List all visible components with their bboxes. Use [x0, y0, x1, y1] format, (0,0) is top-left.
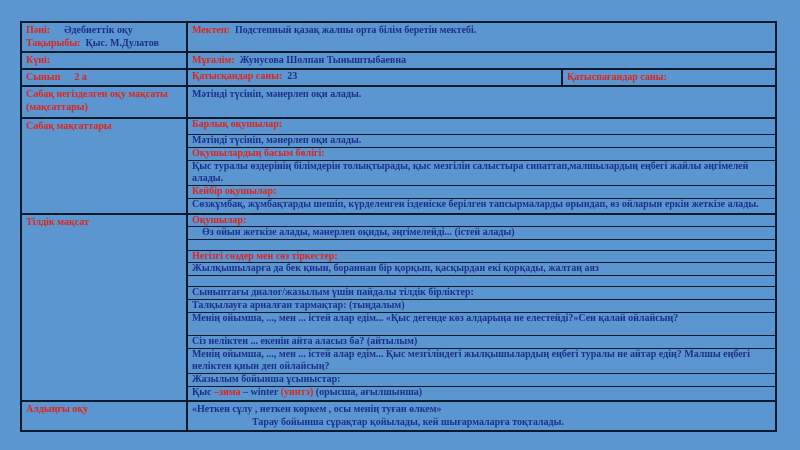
- cell-lesson-goals-label: [22, 119, 188, 213]
- cell-language-goal-rows: [188, 215, 775, 400]
- lang-row-why-question: Сіз неліктен ... екенін айта аласыз ба? (айтылым): [188, 336, 775, 349]
- zima-transcription: (уинтэ): [280, 387, 314, 398]
- cell-base-goal-label: [22, 87, 188, 117]
- row-subject-school: [22, 23, 775, 53]
- class-label: Сынып: [26, 72, 61, 83]
- lesson-goals-label: Сабақ мақсаттары: [26, 121, 112, 132]
- lang-row-keywords-label: Негізгі сөздер мен сөз тіркестер:: [188, 251, 775, 263]
- lang-row-keywords-text: Жылқышыларға да бек қиын, бораннан бір қорқып, қасқырдан екі қорқады, жалтаң аяз: [188, 263, 775, 276]
- row-lesson-goals: [22, 119, 775, 215]
- goal-row-most-students: Оқушылардың басым бөлігі:: [188, 148, 775, 161]
- language-goal-label: Тілдік мақсат: [26, 217, 89, 228]
- goal-row-all-text: Мәтінді түсініп, мәнерлеп оқи алады.: [188, 135, 775, 148]
- teacher-label: Мұғалім:: [192, 55, 235, 66]
- lang-row-writing-label: Жазылым бойынша ұсыныстар:: [188, 374, 775, 387]
- absent-label: Қатыспағандар саны:: [567, 72, 667, 83]
- zima-kazakh: Қыс: [192, 387, 214, 398]
- base-goal-label: Сабақ негізделген оқу мақсаты (мақсаттары): [26, 89, 168, 113]
- subject-line: [26, 24, 182, 37]
- lang-row-blank-1: [188, 240, 775, 251]
- goal-row-most-text: Қыс туралы өздерінің білімдерін толықтырады, қыс мезгілін салыстыра сипаттап,малшылардың еңбегі жайлы әңгімелей алады.: [188, 161, 775, 186]
- cell-lesson-goals-rows: [188, 119, 775, 213]
- previous-description: Тарау бойынша сұрақтар қойылады, кей шығармаларға тоқталады.: [252, 417, 564, 428]
- lang-row-students: Оқушылар:: [188, 215, 775, 227]
- row-date-teacher: [22, 53, 775, 70]
- cell-absent-count: [563, 70, 775, 85]
- lesson-plan-table: [20, 21, 777, 432]
- cell-class: [22, 70, 188, 85]
- teacher-value: Жунусова Шолпан Тыныштыбаевна: [239, 55, 407, 66]
- goal-row-all-students: Барлық оқушылар:: [188, 119, 775, 135]
- lang-row-dialog-units: Сыныптағы диалог/жазылым үшін пайдалы тілдік бірліктер:: [188, 287, 775, 300]
- previous-quote: «Неткен сұлу , неткен көркем , осы менің туған өлкем»: [192, 404, 442, 415]
- present-value: 23: [287, 71, 298, 82]
- goal-row-some-text: Сөзжұмбақ, жұмбақтарды шешіп, күрделенген ізденіске берілген тапсырмаларды орындап, өз ойларын еркін жеткізе алады.: [192, 199, 759, 210]
- row-class-attendance: [22, 70, 775, 87]
- cell-date: [22, 53, 188, 68]
- topic-value: Қыс. М.Дулатов: [85, 38, 159, 49]
- school-label: Мектеп:: [192, 25, 230, 36]
- school-value: Подстепный қазақ жалпы орта білім беретін мектебі.: [234, 25, 477, 36]
- cell-school: [188, 23, 775, 51]
- lang-row-translations: [188, 387, 775, 400]
- lang-row-students-text: Өз ойын жеткізе алады, мәнерлеп оқиды, әңгімелейді... (істей алады): [188, 227, 775, 240]
- cell-language-goal-label: [22, 215, 188, 400]
- goal-row-some-students: Кейбір оқушылар:: [188, 186, 775, 199]
- cell-previous-text: [188, 402, 775, 430]
- cell-teacher: [188, 53, 775, 68]
- row-base-goal: [22, 87, 775, 119]
- topic-label: Тақырыбы:: [26, 38, 81, 49]
- row-previous-learning: [22, 402, 775, 430]
- lang-row-opinion-2: Менің ойымша, ..., мен ... істей алар едім... Қыс мезгіліндегі жылқышылардың еңбегі туралы не айтар едің? Малшы еңбегі неліктен қиын деп ойлайсың?: [188, 349, 775, 374]
- date-label: Күні:: [26, 55, 51, 66]
- row-language-goal: [22, 215, 775, 402]
- present-label: Қатысқандар саны:: [192, 71, 283, 82]
- zima-note: (орысша, ағылшынша): [313, 387, 423, 398]
- previous-learning-label: Алдыңғы оқу: [26, 404, 89, 415]
- subject-label: Пәні:: [26, 25, 51, 36]
- zima-russian: –зима: [214, 387, 241, 398]
- cell-present-count: [188, 70, 563, 85]
- cell-subject-topic: [22, 23, 188, 51]
- lang-row-opinion-1: Менің ойымша, ..., мен ... істей алар едім... «Қыс дегенде көз алдарыңа не елестейді?»Сен қалай ойлайсың?: [188, 313, 775, 336]
- lang-row-discussion: Талқылауға арналған тармақтар: (тыңдалым): [188, 300, 775, 313]
- cell-base-goal-text: [188, 87, 775, 117]
- zima-english: – winter: [240, 387, 281, 398]
- cell-previous-label: [22, 402, 188, 430]
- lang-row-blank-2: [188, 276, 775, 287]
- subject-value: Әдебиеттік оқу: [64, 25, 133, 36]
- class-value: 2 а: [74, 72, 87, 83]
- topic-line: [26, 37, 182, 50]
- base-goal-value: Мәтінді түсініп, мәнерлеп оқи алады.: [192, 89, 362, 100]
